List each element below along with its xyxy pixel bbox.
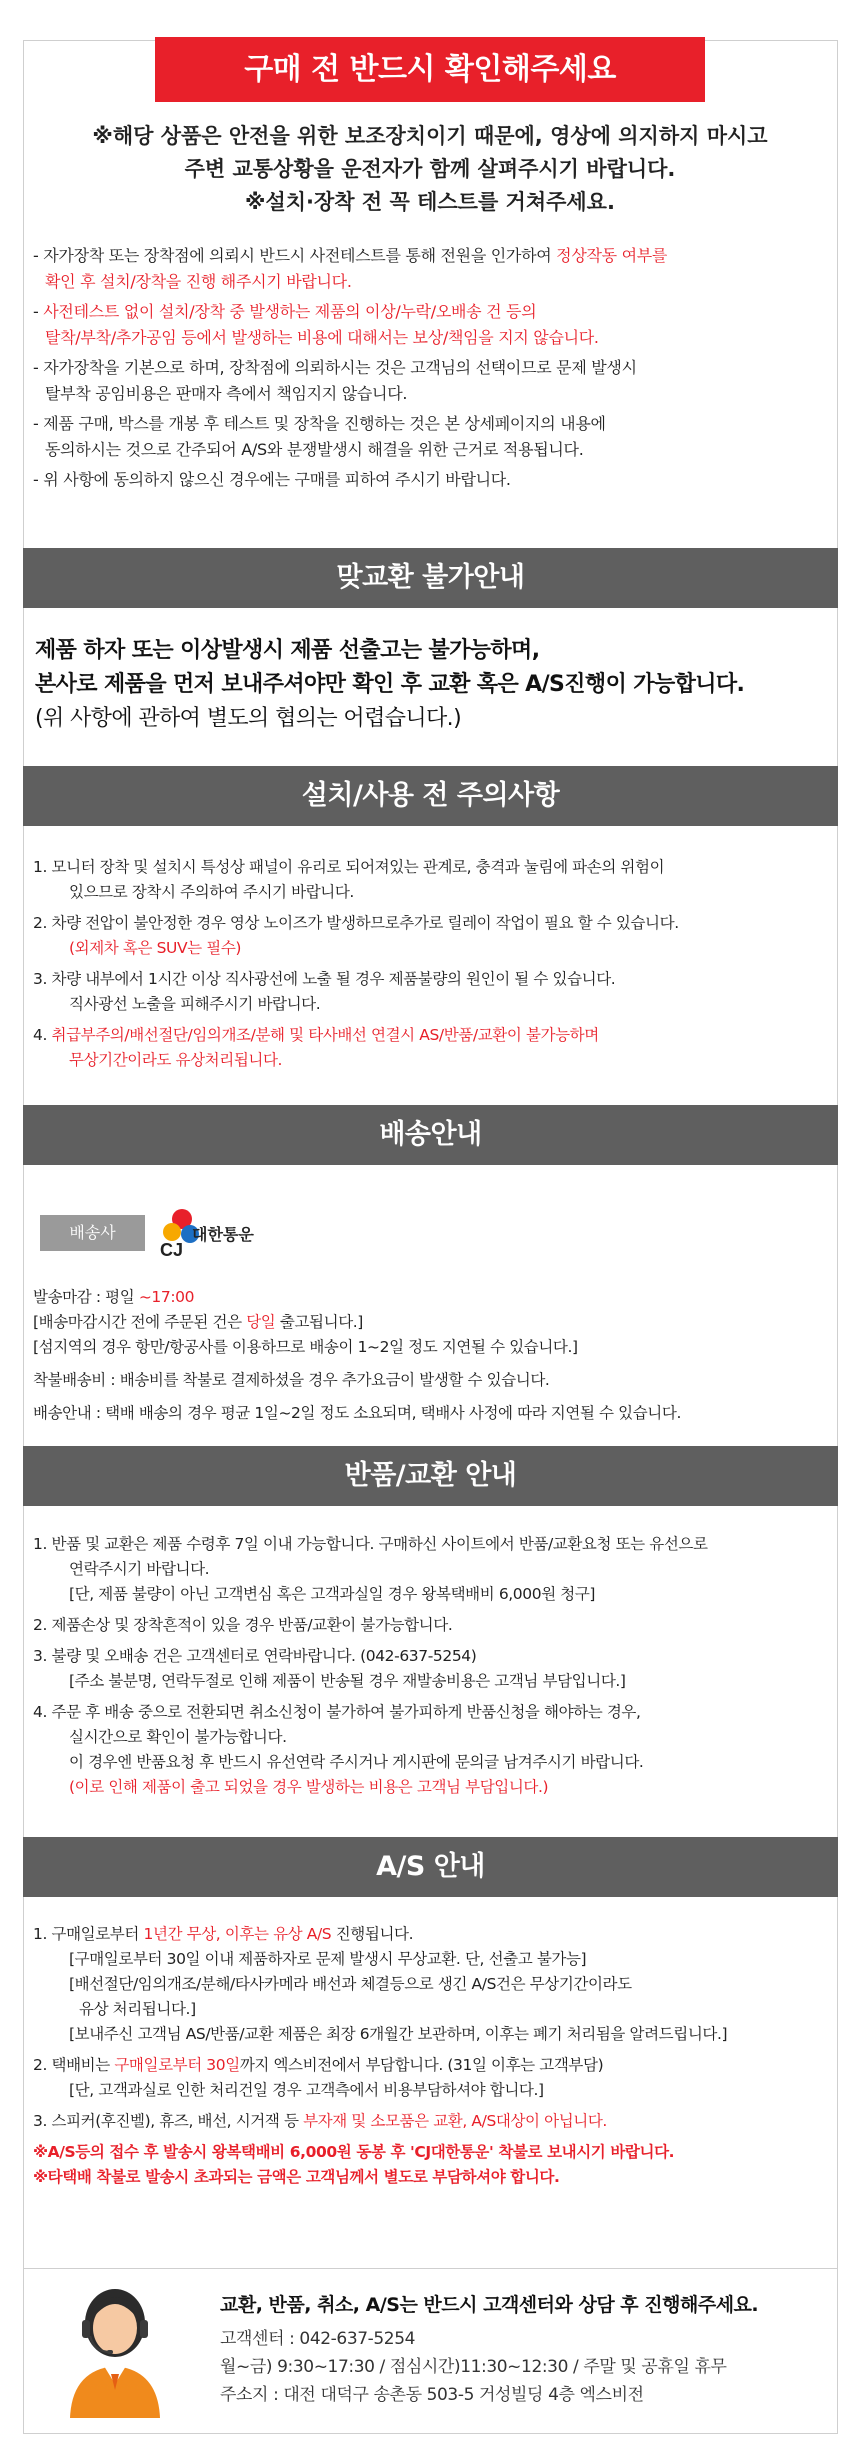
- exchange-line-3: (위 사항에 관하여 별도의 협의는 어렵습니다.): [35, 706, 462, 731]
- footer-phone: 고객센터 : 042-637-5254: [220, 2329, 416, 2349]
- list-item: 1. 반품 및 교환은 제품 수령후 7일 이내 가능합니다. 구매하신 사이트에서 반품/교환요청 또는 유선으로 연락주시기 바랍니다. [단, 제품 불량이 아닌 고객변심 혹은 고객과실일 경우 왕복택배비 6,000원 청구]: [33, 1535, 708, 1603]
- return-list: [33, 1532, 828, 1806]
- shipping-line: [배송마감시간 전에 주문된 건은 당일 출고됩니다.]: [33, 1313, 363, 1331]
- caution-list: [33, 855, 828, 1079]
- list-item: 확인 후 설치/장착을 진행 해주시기 바랍니다.: [45, 272, 352, 291]
- customer-service-agent-icon: [60, 2278, 170, 2418]
- precaution-list: [33, 243, 823, 493]
- section-header-return: 반품/교환 안내: [23, 1446, 838, 1506]
- list-item: 2. 택배비는 구매일로부터 30일까지 엑스비전에서 부담합니다. (31일 이후는 고객부담) [단, 고객과실로 인한 처리건일 경우 고객측에서 비용부담하셔야 합니다.]: [33, 2056, 604, 2099]
- list-item: 3. 차량 내부에서 1시간 이상 직사광선에 노출 될 경우 제품불량의 원인이 될 수 있습니다. 직사광선 노출을 피해주시기 바랍니다.: [33, 970, 616, 1013]
- list-item: - 자가장착 또는 장착점에 의뢰시 반드시 사전테스트를 통해 전원을 인가하여 정상작동 여부를: [33, 246, 668, 265]
- as-notice-red: ※A/S등의 접수 후 발송시 왕복택배비 6,000원 동봉 후 'CJ대한통운' 착불로 보내시기 바랍니다.: [33, 2143, 675, 2161]
- notice-line: ※설치·장착 전 꼭 테스트를 거쳐주세요.: [245, 190, 615, 214]
- footer-hours: 월~금) 9:30~17:30 / 점심시간)11:30~12:30 / 주말 및 공휴일 휴무: [220, 2357, 727, 2377]
- list-item: 동의하시는 것으로 간주되어 A/S와 분쟁발생시 해결을 위한 근거로 적용됩니다.: [45, 440, 584, 459]
- footer-contact: [220, 2325, 727, 2409]
- exchange-line-2: 본사로 제품을 먼저 보내주셔야만 확인 후 교환 혹은 A/S진행이 가능합니다.: [35, 672, 745, 697]
- notice-line: ※해당 상품은 안전을 위한 보조장치이기 때문에, 영상에 의지하지 마시고: [92, 124, 768, 148]
- list-item: - 사전테스트 없이 설치/장착 중 발생하는 제품의 이상/누락/오배송 건 등의: [33, 302, 537, 321]
- as-list: [33, 1922, 828, 2190]
- list-item: 탈착/부착/추가공임 등에서 발생하는 비용에 대해서는 보상/책임을 지지 않습니다.: [45, 328, 599, 347]
- list-item: 4. 주문 후 배송 중으로 전환되면 취소신청이 불가하여 불가피하게 반품신청을 해야하는 경우, 실시간으로 확인이 불가능합니다. 이 경우엔 반품요청 후 반드시 유선연락 주시거나 게시판에 문의글 남겨주시기 바랍니다. (이로 인해 제품이 출고 되었을 경우 발생하는 비용은 고객님 부담입니다.): [33, 1703, 644, 1796]
- cj-logo-text: CJ: [160, 1240, 184, 1260]
- shipping-line: [섬지역의 경우 항만/항공사를 이용하므로 배송이 1~2일 정도 지연될 수 있습니다.]: [33, 1338, 578, 1356]
- shipping-deadline: 발송마감 : 평일 ~17:00: [33, 1288, 195, 1306]
- list-item: 1. 구매일로부터 1년간 무상, 이후는 유상 A/S 진행됩니다. [구매일로부터 30일 이내 제품하자로 문제 발생시 무상교환. 단, 선출고 불가능] [배선절단/임의개조/분해/타사카메라 배선과 체결등으로 생긴 A/S건은 무상기간이라도 유상 처리됩니다.] [보내주신 고객님 AS/반품/교환 제품은 최장 6개월간 보관하며, 이후는 폐기 처리됨을 알려드립니다.]: [33, 1925, 728, 2043]
- exchange-notice: [35, 634, 825, 736]
- shipping-info: [33, 1285, 823, 1426]
- section-header-as: A/S 안내: [23, 1837, 838, 1897]
- footer-title: 교환, 반품, 취소, A/S는 반드시 고객센터와 상담 후 진행해주세요.: [220, 2294, 759, 2316]
- carrier-name: 대한통운: [192, 1225, 254, 1244]
- list-item: - 자가장착을 기본으로 하며, 장착점에 의뢰하시는 것은 고객님의 선택이므로 문제 발생시: [33, 358, 637, 377]
- list-item: 2. 차량 전압이 불안정한 경우 영상 노이즈가 발생하므로추가로 릴레이 작업이 필요 할 수 있습니다. (외제차 혹은 SUV는 필수): [33, 914, 679, 957]
- list-item: - 제품 구매, 박스를 개봉 후 테스트 및 장착을 진행하는 것은 본 상세페이지의 내용에: [33, 414, 606, 433]
- list-item: 4. 취급부주의/배선절단/임의개조/분해 및 타사배선 연결시 AS/반품/교환이 불가능하며 무상기간이라도 유상처리됩니다.: [33, 1026, 599, 1069]
- notice-line: 주변 교통상황을 운전자가 함께 살펴주시기 바랍니다.: [184, 157, 676, 181]
- section-header-caution: 설치/사용 전 주의사항: [23, 766, 838, 826]
- as-notice-red: ※타택배 착불로 발송시 초과되는 금액은 고객님께서 별도로 부담하셔야 합니다.: [33, 2168, 560, 2186]
- list-item: 3. 스피커(후진벨), 휴즈, 배선, 시거잭 등 부자재 및 소모품은 교환, A/S대상이 아닙니다.: [33, 2112, 607, 2130]
- list-item: 3. 불량 및 오배송 건은 고객센터로 연락바랍니다. (042-637-5254) [주소 불분명, 연락두절로 인해 제품이 반송될 경우 재발송비용은 고객님 부담입니다.]: [33, 1647, 626, 1690]
- list-item: 2. 제품손상 및 장착흔적이 있을 경우 반품/교환이 불가능합니다.: [33, 1616, 453, 1634]
- exchange-line-1: 제품 하자 또는 이상발생시 제품 선출고는 불가능하며,: [35, 638, 540, 663]
- list-item: 탈부착 공임비용은 판매자 측에서 책임지지 않습니다.: [45, 384, 408, 403]
- section-header-exchange: 맞교환 불가안내: [23, 548, 838, 608]
- shipping-line: 착불배송비 : 배송비를 착불로 결제하셨을 경우 추가요금이 발생할 수 있습니다.: [33, 1371, 550, 1389]
- shipping-line: 배송안내 : 택배 배송의 경우 평균 1일~2일 정도 소요되며, 택배사 사정에 따라 지연될 수 있습니다.: [33, 1404, 681, 1422]
- safety-notice: [40, 120, 820, 219]
- list-item: 1. 모니터 장착 및 설치시 특성상 패널이 유리로 되어져있는 관계로, 충격과 눌림에 파손의 위험이 있으므로 장착시 주의하여 주시기 바랍니다.: [33, 858, 665, 901]
- carrier-badge: 배송사: [40, 1215, 145, 1251]
- section-header-shipping: 배송안내: [23, 1105, 838, 1165]
- list-item: - 위 사항에 동의하지 않으신 경우에는 구매를 피하여 주시기 바랍니다.: [33, 470, 511, 489]
- top-banner: 구매 전 반드시 확인해주세요: [155, 37, 705, 102]
- footer-address: 주소지 : 대전 대덕구 송촌동 503-5 거성빌딩 4층 엑스비전: [220, 2385, 644, 2405]
